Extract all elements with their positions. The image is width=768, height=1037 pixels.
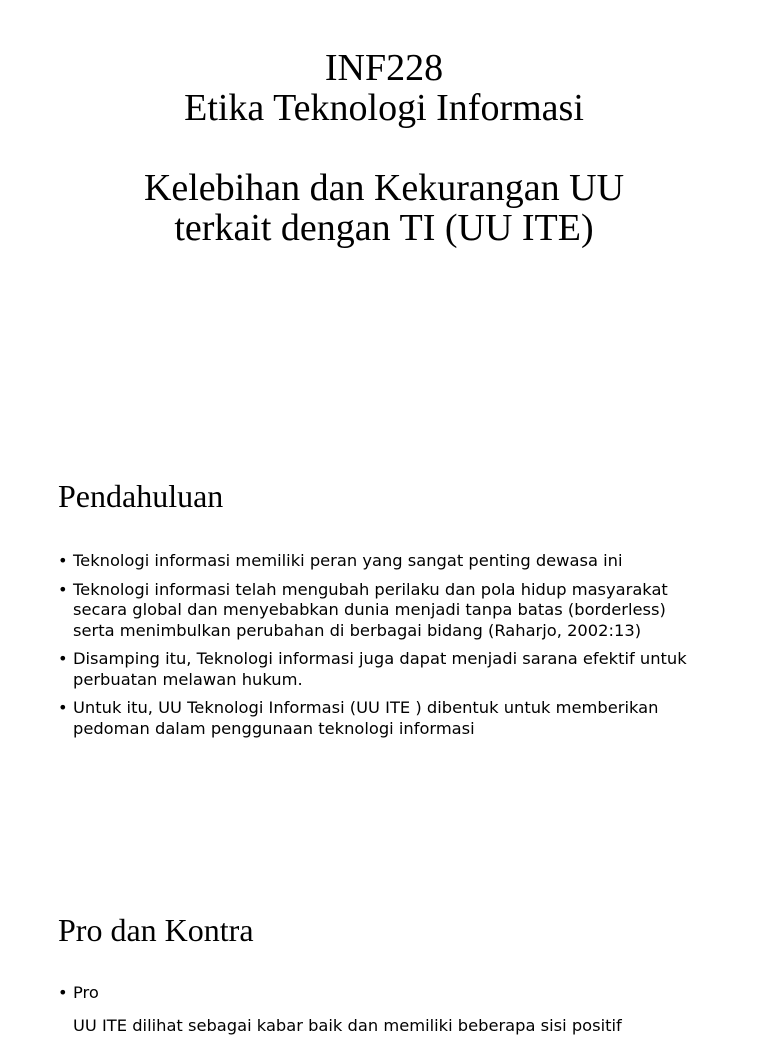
list-item [58, 698, 708, 739]
list-item [58, 649, 708, 690]
topic-line-2: terkait dengan TI (UU ITE) [174, 207, 594, 249]
slide-title [0, 0, 768, 400]
title-spacer [0, 128, 768, 168]
slide-pendahuluan [0, 440, 768, 840]
slide-heading: Pro dan Kontra [58, 912, 254, 948]
bullet-marker: • [58, 579, 68, 599]
slide-heading: Pendahuluan [58, 478, 224, 514]
bullet-text: Teknologi informasi memiliki peran yang sangat penting dewasa ini [73, 551, 623, 570]
bullet-list [58, 983, 708, 1012]
slide-pro-kontra [0, 880, 768, 1035]
list-item [58, 983, 708, 1004]
course-name: Etika Teknologi Informasi [184, 87, 584, 129]
topic-line-1: Kelebihan dan Kekurangan UU [143, 167, 625, 209]
cut-off-text: UU ITE dilihat sebagai kabar baik dan memiliki beberapa sisi positif [73, 1016, 622, 1035]
course-code: INF228 [324, 47, 444, 89]
bullet-text: Pro [73, 983, 99, 1002]
bullet-marker: • [58, 649, 68, 668]
bullet-text: Disamping itu, Teknologi informasi juga dapat menjadi sarana efektif untuk perbuatan melawan hukum. [73, 649, 687, 689]
bullet-list [58, 551, 708, 747]
bullet-text: Untuk itu, UU Teknologi Informasi (UU ITE ) dibentuk untuk memberikan pedoman dalam penggunaan teknologi informasi [73, 698, 659, 738]
bullet-marker: • [58, 983, 68, 1002]
bullet-marker: • [58, 698, 68, 717]
list-item [58, 580, 708, 642]
bullet-text: Teknologi informasi telah mengubah perilaku dan pola hidup masyarakat secara global dan menyebabkan dunia menjadi tanpa batas (borderless) serta menimbulkan perubahan di berbagai bidang (Raharjo, 2002:13) [73, 579, 668, 640]
bullet-marker: • [58, 551, 68, 570]
title-block [0, 48, 768, 248]
list-item [58, 551, 708, 572]
